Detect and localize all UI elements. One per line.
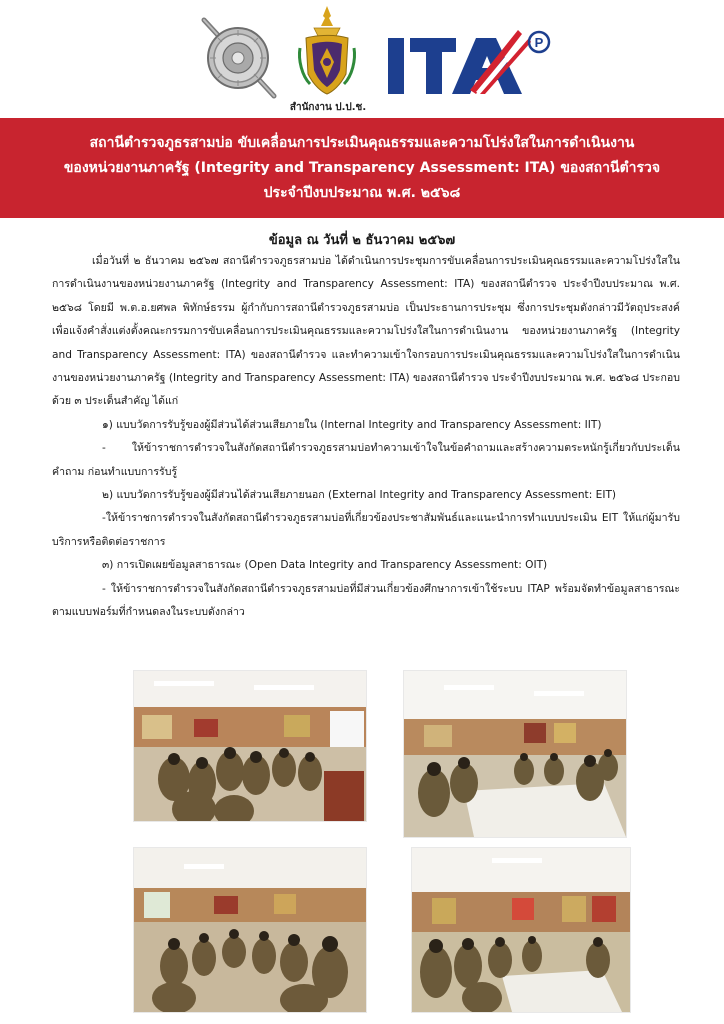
nacc-label: สำนักงาน ป.ป.ช. [289,102,367,113]
item-3-detail: - ให้ข้าราชการตำรวจในสังกัดสถานีตำรวจภูธรสามบ่อที่มีส่วนเกี่ยวข้องศึกษาการเข้าใช้ระบบ ITAP พร้อมจัดทำข้อมูลสาธารณะตามแบบฟอร์มที่กำหนดลงในระบบดังกล่าว [52,582,680,619]
meeting-photo-4 [412,848,630,1012]
item-2-title: ๒) แบบวัดการรับรู้ของผู้มีส่วนได้ส่วนเสียภายนอก (External Integrity and Transparency Assessment: EIT) [102,489,617,502]
item-1-detail: - ให้ข้าราชการตำรวจในสังกัดสถานีตำรวจภูธรสามบ่อทำความเข้าใจในข้อคำถามและสร้างความตระหนักรู้เกี่ยวกับประเด็นคำถาม ก่อนทำแบบการรับรู้ [52,442,680,478]
title-line-2: ของหน่วยงานภาครัฐ (Integrity and Transparency Assessment: ITA) ของสถานีตำรวจ [63,159,661,176]
nacc-seal-icon [296,4,358,100]
title-line-3: ประจำปีงบประมาณ พ.ศ. ๒๕๖๘ [263,184,461,201]
date-heading: ข้อมูล ณ วันที่ ๒ ธันวาคม ๒๕๖๗ [268,233,456,248]
item-1-title: ๑) แบบวัดการรับรู้ของผู้มีส่วนได้ส่วนเสียภายใน (Internal Integrity and Transparency Assessment: IIT) [102,418,602,431]
intro-paragraph: เมื่อวันที่ ๒ ธันวาคม ๒๕๖๗ สถานีตำรวจภูธรสามบ่อ ได้ดำเนินการประชุมการขับเคลื่อนการประเมินคุณธรรมและความโปร่งใสในการดำเนินงานของหน่วยงานภาครัฐ (Integrity and Transparency Assessment: ITA) ของสถานีตำรวจ ประจำปีงบประมาณ พ.ศ. ๒๕๖๘ โดยมี พ.ต.อ.ยศพล พิทักษ์ธรรม ผู้กำกับการสถานีตำรวจภูธรสามบ่อ เป็นประธานการประชุม ซึ่งการประชุมดังกล่าวมีวัตถุประสงค์ เพื่อแจ้งคำสั่งแต่งตั้งคณะกรรมการขับเคลื่อนการประเมินคุณธรรมและความโปร่งใสในการดำเนินงาน ของหน่วยงานภาครัฐ (Integrity and Transparency Assessment: ITA) ของสถานีตำรวจ และทำความเข้าใจกรอบการประเมินคุณธรรมและความโปร่งใสในการดำเนินงานของหน่วยงานภาครัฐ (Integrity and Transparency Assessment: ITA) ของสถานีตำรวจ ประจำปีงบประมาณ พ.ศ. ๒๕๖๘ ประกอบด้วย ๓ ประเด็นสำคัญ ได้แก่ [52,255,680,408]
meeting-photo-2 [404,671,626,837]
document-body [52,250,680,625]
logo-row [0,0,724,118]
meeting-photo-3 [134,848,366,1012]
ita-badge: P [534,35,544,50]
title-banner [0,118,724,218]
title-line-1: สถานีตำรวจภูธรสามบ่อ ขับเคลื่อนการประเมินคุณธรรมและความโปร่งใสในการดำเนินงาน [89,134,635,151]
page-title [64,131,660,206]
item-2-detail: -ให้ข้าราชการตำรวจในสังกัดสถานีตำรวจภูธรสามบ่อที่เกี่ยวข้องประชาสัมพันธ์และแนะนำการทำแบบประเมิน EIT ให้แก่ผู้มารับบริการหรือติดต่อราชการ [52,512,680,548]
police-seal-icon [196,10,280,104]
meeting-photo-1 [134,671,366,821]
ita-logo-icon [384,26,554,98]
item-3-title: ๓) การเปิดเผยข้อมูลสาธารณะ (Open Data Integrity and Transparency Assessment: OIT) [102,559,548,572]
